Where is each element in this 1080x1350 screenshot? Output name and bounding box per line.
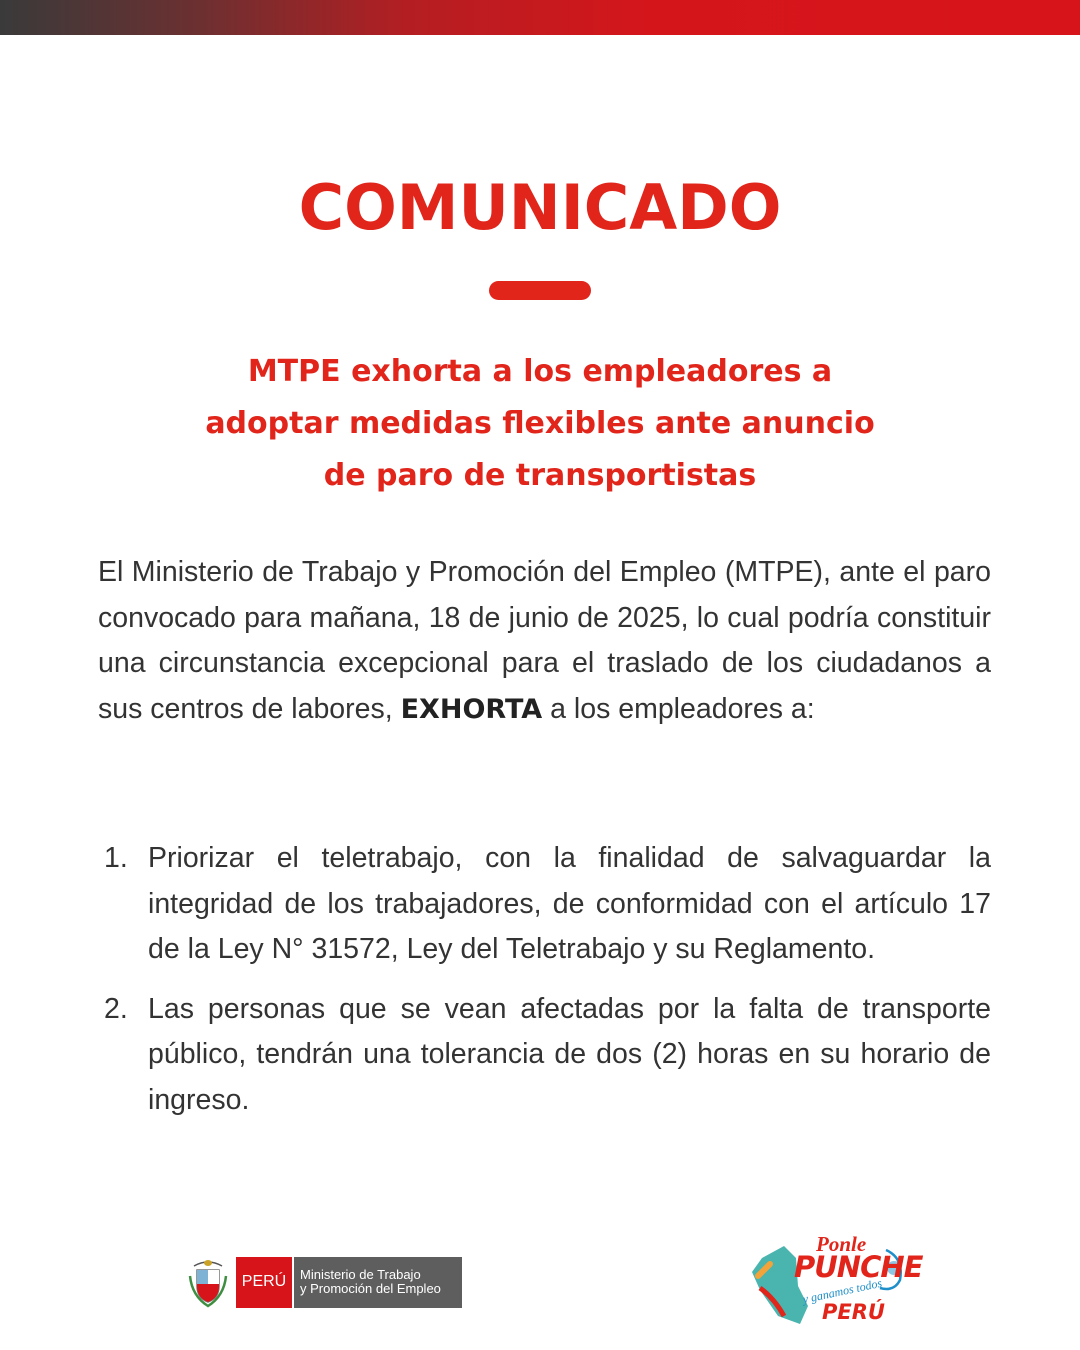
ministry-name (294, 1257, 462, 1308)
peru-label: PERÚ (236, 1257, 292, 1308)
intro-text-end: a los empleadores a: (550, 692, 815, 725)
top-gradient-bar (0, 0, 1080, 35)
list-item (98, 987, 991, 1124)
list-item (98, 836, 991, 973)
ministry-line: y Promoción del Empleo (300, 1281, 441, 1296)
campaign-text-ponle: Ponle (816, 1232, 867, 1256)
intro-paragraph (98, 550, 991, 732)
campaign-text-ganamos: y ganamos todos (801, 1275, 884, 1307)
page-title: COMUNICADO (298, 171, 782, 244)
campaign-logo (744, 1228, 923, 1332)
intro-text: El Ministerio de Trabajo y Promoción del Empleo (MTPE), ante el paro convocado para mañana, 18 de junio de 2025, lo cual podría constituir una circunstancia excepcional para el traslado de los ciudadanos a sus centros de labores, (98, 556, 991, 725)
list-item-text: Las personas que se vean afectadas por la falta de transporte público, tendrán una tolerancia de dos (2) horas en su horario de ingreso. (148, 992, 991, 1116)
subtitle-line: de paro de transportistas (323, 458, 757, 493)
list-item-number: 2. (104, 992, 128, 1025)
intro-bold-word: EXHORTA (400, 693, 543, 725)
list-item-text: Priorizar el teletrabajo, con la finalidad de salvaguardar la integridad de los trabajadores, de conformidad con el artículo 17 de la Ley N° 31572, Ley del Teletrabajo y su Reglamento. (148, 842, 991, 965)
ministry-line: Ministerio de Trabajo (300, 1267, 421, 1282)
measures-list (98, 836, 991, 1137)
title-underline (489, 281, 591, 300)
government-logo (188, 1256, 462, 1308)
page-subtitle (130, 346, 950, 502)
subtitle-line: adoptar medidas flexibles ante anuncio (205, 406, 875, 441)
list-item-number: 1. (104, 842, 128, 874)
campaign-text-peru: PERÚ (822, 1300, 885, 1324)
campaign-text-punche: PUNCHE (794, 1250, 923, 1284)
coat-of-arms-icon (188, 1256, 228, 1308)
subtitle-line: MTPE exhorta a los empleadores a (247, 354, 833, 389)
